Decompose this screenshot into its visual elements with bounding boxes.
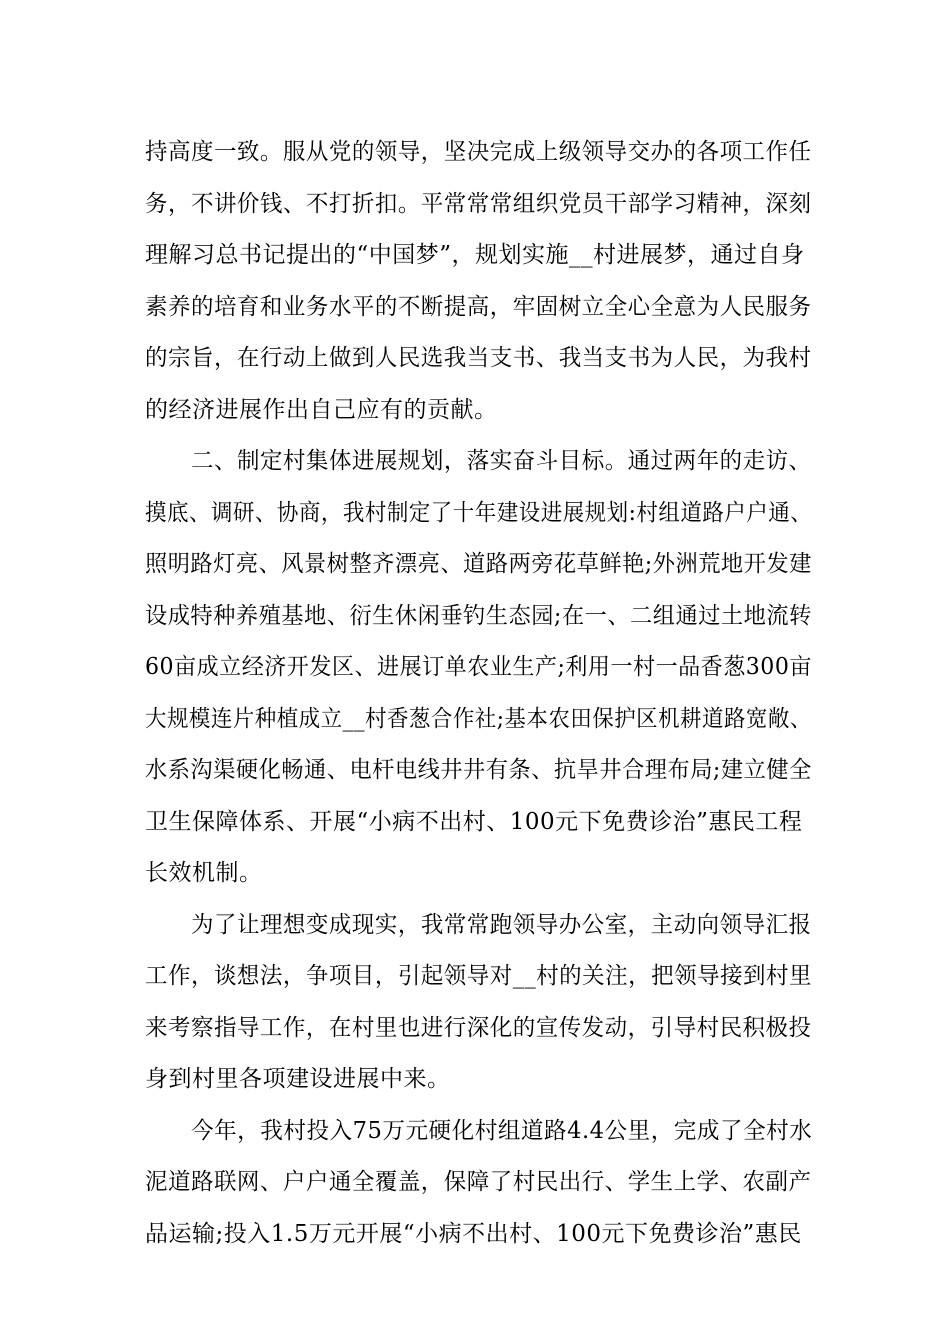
text-line: 水系沟渠硬化畅通、电杆电线井井有条、抗旱井合理布局;建立健全 bbox=[145, 757, 812, 783]
paragraph-start-line: 为了让理想变成现实，我常常跑领导办公室，主动向领导汇报 bbox=[191, 912, 812, 938]
text-line: 品运输;投入1.5万元开展“小病不出村、100元下免费诊治”惠民 bbox=[145, 1221, 802, 1247]
text-line: 工作，谈想法，争项目，引起领导对__村的关注，把领导接到村里 bbox=[145, 963, 812, 989]
text-line: 照明路灯亮、风景树整齐漂亮、道路两旁花草鲜艳;外洲荒地开发建 bbox=[145, 551, 812, 577]
text-line: 泥道路联网、户户通全覆盖，保障了村民出行、学生上学、农副产 bbox=[145, 1169, 812, 1195]
text-line: 务，不讲价钱、不打折扣。平常常常组织党员干部学习精神，深刻 bbox=[145, 191, 812, 217]
text-line: 60亩成立经济开发区、进展订单农业生产;利用一村一品香葱300亩 bbox=[145, 654, 812, 680]
text-line: 持高度一致。服从党的领导，坚决完成上级领导交办的各项工作任 bbox=[145, 139, 812, 165]
text-line: 设成特种养殖基地、衍生休闲垂钓生态园;在一、二组通过土地流转 bbox=[145, 603, 812, 629]
paragraph-start-line: 二、制定村集体进展规划，落实奋斗目标。通过两年的走访、 bbox=[191, 448, 812, 474]
text-line: 理解习总书记提出的“中国梦”，规划实施__村进展梦，通过自身 bbox=[145, 242, 805, 268]
text-line: 卫生保障体系、开展“小病不出村、100元下免费诊治”惠民工程 bbox=[145, 809, 803, 835]
text-line: 长效机制。 bbox=[145, 860, 263, 886]
paragraph-start-line: 今年，我村投入75万元硬化村组道路4.4公里，完成了全村水 bbox=[191, 1118, 813, 1144]
text-line: 身到村里各项建设进展中来。 bbox=[145, 1066, 451, 1092]
text-line: 来考察指导工作，在村里也进行深化的宣传发动，引导村民积极投 bbox=[145, 1015, 812, 1041]
text-line: 大规模连片种植成立__村香葱合作社;基本农田保护区机耕道路宽敞、 bbox=[145, 706, 812, 732]
text-line: 摸底、调研、协商，我村制定了十年建设进展规划:村组道路户户通、 bbox=[145, 500, 813, 526]
text-line: 的经济进展作出自己应有的贡献。 bbox=[145, 397, 498, 423]
text-line: 素养的培育和业务水平的不断提高，牢固树立全心全意为人民服务 bbox=[145, 294, 812, 320]
text-line: 的宗旨，在行动上做到人民选我当支书、我当支书为人民，为我村 bbox=[145, 345, 812, 371]
